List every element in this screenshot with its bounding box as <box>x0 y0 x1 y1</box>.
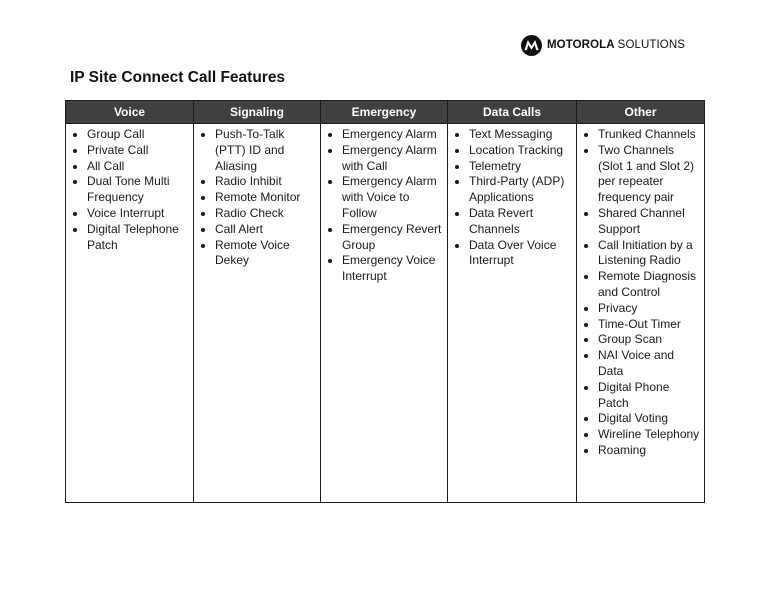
list-item: • Voice Interrupt <box>87 206 191 222</box>
list-item: • Wireline Telephony <box>598 427 702 443</box>
list-item: • Location Tracking <box>469 143 574 159</box>
list-item: • Radio Check <box>215 206 318 222</box>
list-item: • Roaming <box>598 443 702 459</box>
motorola-batwing-icon <box>521 35 542 56</box>
list-item: • Emergency Revert Group <box>342 222 445 254</box>
signaling-feature-list <box>194 127 320 269</box>
call-features-table <box>65 100 705 503</box>
signaling-cell <box>194 124 321 503</box>
list-item: • Two Channels (Slot 1 and Slot 2) per repeater frequency pair <box>598 143 702 206</box>
column-header-data-calls: Data Calls <box>448 101 577 124</box>
data-calls-feature-list <box>448 127 576 269</box>
emergency-cell <box>321 124 448 503</box>
motorola-solutions-logo <box>521 34 685 56</box>
logo-solutions-text: SOLUTIONS <box>617 39 686 51</box>
table-body-row <box>66 124 705 503</box>
list-item: • Emergency Voice Interrupt <box>342 253 445 285</box>
list-item: • Remote Diagnosis and Control <box>598 269 702 301</box>
table-header-row <box>66 101 705 124</box>
column-header-other: Other <box>577 101 705 124</box>
column-header-voice: Voice <box>66 101 194 124</box>
list-item: • Emergency Alarm with Voice to Follow <box>342 174 445 221</box>
list-item: • Digital Phone Patch <box>598 380 702 412</box>
emergency-feature-list <box>321 127 447 285</box>
column-header-signaling: Signaling <box>194 101 321 124</box>
document-title: IP Site Connect Call Features <box>70 69 286 86</box>
list-item: • Telemetry <box>469 159 574 175</box>
list-item: • Emergency Alarm with Call <box>342 143 445 175</box>
list-item: • Remote Voice Dekey <box>215 238 318 270</box>
list-item: • Third-Party (ADP) Applications <box>469 174 574 206</box>
voice-feature-list <box>66 127 193 253</box>
list-item: • Radio Inhibit <box>215 174 318 190</box>
list-item: • Digital Telephone Patch <box>87 222 191 254</box>
list-item: • Emergency Alarm <box>342 127 445 143</box>
other-cell <box>577 124 705 503</box>
list-item: • All Call <box>87 159 191 175</box>
list-item: • Text Messaging <box>469 127 574 143</box>
list-item: • Privacy <box>598 301 702 317</box>
list-item: • Call Alert <box>215 222 318 238</box>
voice-cell <box>66 124 194 503</box>
list-item: • Push-To-Talk (PTT) ID and Aliasing <box>215 127 318 174</box>
list-item: • Private Call <box>87 143 191 159</box>
list-item: • Shared Channel Support <box>598 206 702 238</box>
list-item: • Dual Tone Multi Frequency <box>87 174 191 206</box>
list-item: • Data Revert Channels <box>469 206 574 238</box>
logo-brand-text: MOTOROLA <box>547 39 615 51</box>
other-feature-list <box>577 127 704 459</box>
list-item: • Digital Voting <box>598 411 702 427</box>
list-item: • Group Scan <box>598 332 702 348</box>
column-header-emergency: Emergency <box>321 101 448 124</box>
list-item: • Remote Monitor <box>215 190 318 206</box>
logo-wordmark <box>547 39 685 51</box>
list-item: • Data Over Voice Interrupt <box>469 238 574 270</box>
list-item: • Trunked Channels <box>598 127 702 143</box>
data-calls-cell <box>448 124 577 503</box>
list-item: • Group Call <box>87 127 191 143</box>
list-item: • Time-Out Timer <box>598 317 702 333</box>
list-item: • NAI Voice and Data <box>598 348 702 380</box>
list-item: • Call Initiation by a Listening Radio <box>598 238 702 270</box>
